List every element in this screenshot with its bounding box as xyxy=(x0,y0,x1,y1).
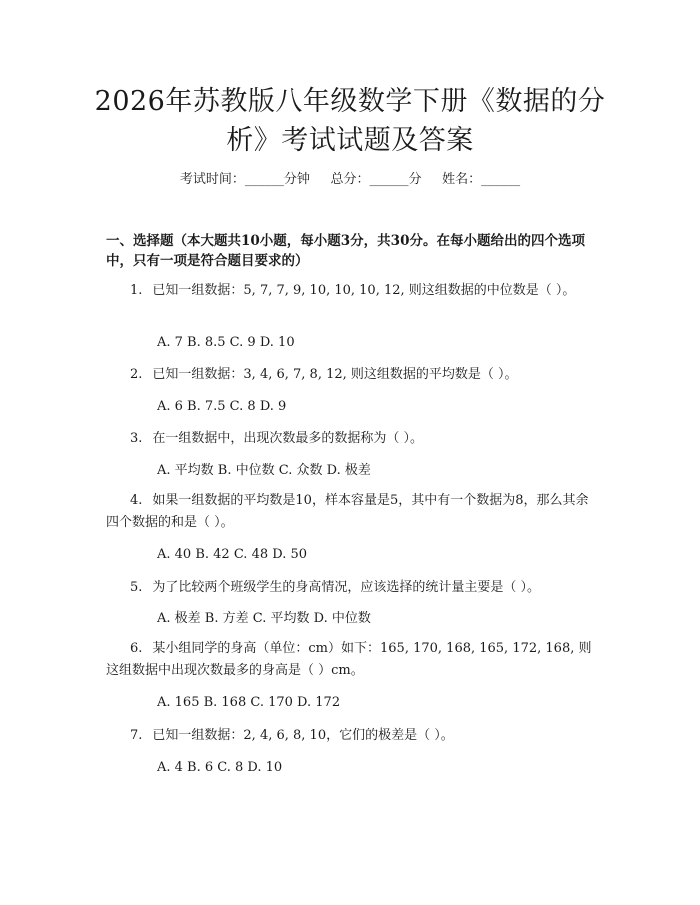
question-6-options: A. 165 B. 168 C. 170 D. 172 xyxy=(157,695,341,710)
question-text: 如果一组数据的平均数是10，样本容量是5，其中有一个数据为8，那么其余四个数据的和是（ ）。 xyxy=(106,493,589,530)
question-number: 3. xyxy=(130,431,143,446)
question-text: 已知一组数据：3, 4, 6, 7, 8, 12, 则这组数据的平均数是（ ）。 xyxy=(152,367,518,382)
question-6 xyxy=(106,638,598,682)
question-5-options: A. 极差 B. 方差 C. 平均数 D. 中位数 xyxy=(157,611,371,626)
question-1-options: A. 7 B. 8.5 C. 9 D. 10 xyxy=(157,335,295,350)
section-heading: 一、选择题（本大题共10小题，每小题3分，共30分。在每小题给出的四个选项中，只有一项是符合题目要求的） xyxy=(106,233,585,269)
question-2-options: A. 6 B. 7.5 C. 8 D. 9 xyxy=(157,399,287,414)
question-7 xyxy=(106,725,598,747)
title-line-1: 2026年苏教版八年级数学下册《数据的分 xyxy=(94,86,606,117)
question-text: 已知一组数据：5, 7, 7, 9, 10, 10, 10, 12, 则这组数据的中位数是（ ）。 xyxy=(152,283,576,298)
question-number: 4. xyxy=(130,493,143,508)
question-5 xyxy=(106,577,598,599)
question-number: 1. xyxy=(130,283,143,298)
question-text: 已知一组数据：2, 4, 6, 8, 10，它们的极差是（ ）。 xyxy=(152,728,454,743)
question-4 xyxy=(106,490,598,534)
page-title xyxy=(70,82,630,160)
question-text: 在一组数据中，出现次数最多的数据称为（ ）。 xyxy=(152,431,424,446)
question-number: 2. xyxy=(130,367,143,382)
question-7-options: A. 4 B. 6 C. 8 D. 10 xyxy=(157,760,283,775)
question-4-options: A. 40 B. 42 C. 48 D. 50 xyxy=(157,547,308,562)
question-number: 5. xyxy=(130,580,143,595)
question-text: 为了比较两个班级学生的身高情况，应该选择的统计量主要是（ ）。 xyxy=(152,580,541,595)
question-number: 7. xyxy=(130,728,143,743)
title-line-2: 析》考试试题及答案 xyxy=(226,125,474,156)
question-number: 6. xyxy=(130,641,143,656)
question-3 xyxy=(106,428,598,450)
question-text: 某小组同学的身高（单位：cm）如下：165, 170, 168, 165, 172, 168, 则这组数据中出现次数最多的身高是（ ）cm。 xyxy=(106,641,592,678)
exam-info-line: 考试时间：______分钟 总分：______分 姓名：______ xyxy=(179,172,521,187)
question-3-options: A. 平均数 B. 中位数 C. 众数 D. 极差 xyxy=(157,463,371,478)
question-2 xyxy=(106,364,598,386)
question-1 xyxy=(106,280,598,302)
